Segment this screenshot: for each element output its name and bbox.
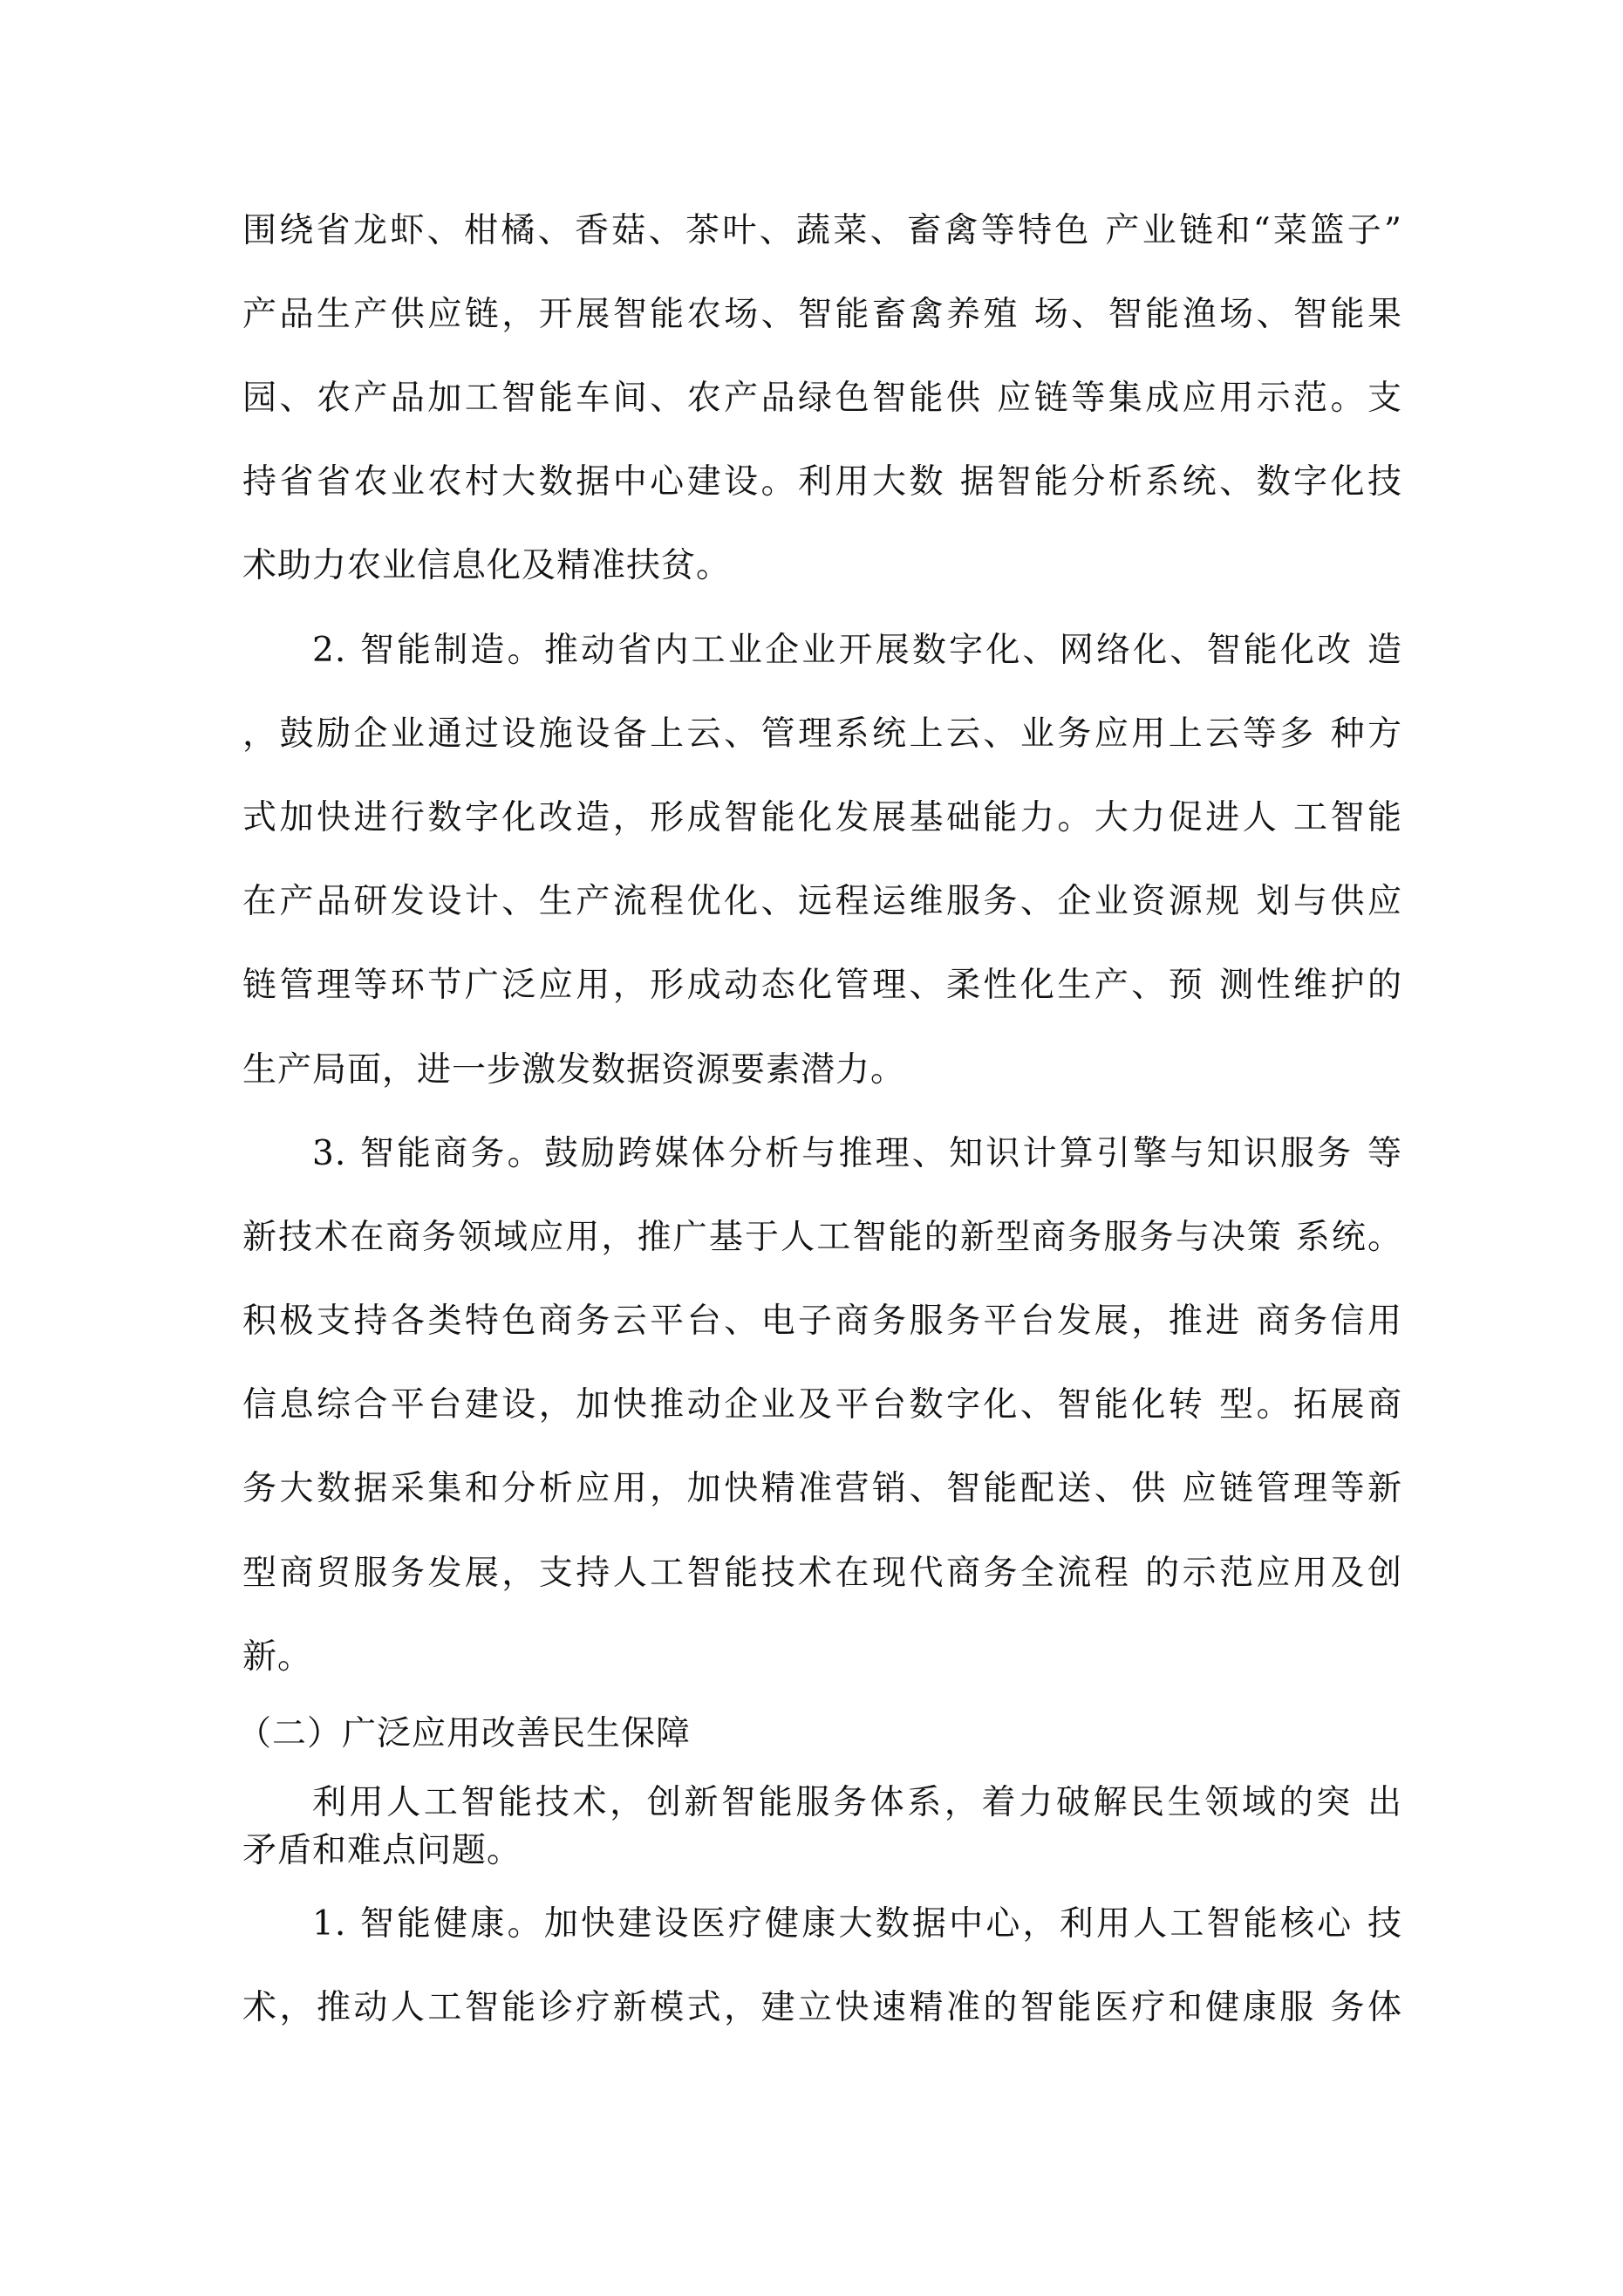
section-heading: （二）广泛应用改善民生保障: [237, 1714, 692, 1753]
text-line: 积极支持各类特色商务云平台、电子商务服务平台发展，推进 商务信用: [242, 1302, 1402, 1341]
paragraph-heading-line: 1. 智能健康。加快建设医疗健康大数据中心，利用人工智能核心 技: [312, 1904, 1402, 1944]
text-line: 链管理等环节广泛应用，形成动态化管理、柔性化生产、预 测性维护的: [242, 966, 1402, 1005]
paragraph-heading-line: 2. 智能制造。推动省内工业企业开展数字化、网络化、智能化改 造: [312, 631, 1402, 670]
text-line: 园、农产品加工智能车间、农产品绿色智能供 应链等集成应用示范。支: [242, 379, 1402, 418]
text-line: 持省省农业农村大数据中心建设。利用大数 据智能分析系统、数字化技: [242, 462, 1402, 502]
text-line: 围绕省龙虾、柑橘、香菇、茶叶、蔬菜、畜禽等特色 产业链和“菜篮子”: [242, 211, 1402, 250]
text-line: 产品生产供应链，开展智能农场、智能畜禽养殖 场、智能渔场、智能果: [242, 295, 1402, 334]
text-line: 术，推动人工智能诊疗新模式，建立快速精准的智能医疗和健康服 务体: [242, 1988, 1402, 2027]
text-line: 式加快进行数字化改造，形成智能化发展基础能力。大力促进人 工智能: [242, 798, 1402, 837]
text-line: 新。: [242, 1637, 313, 1677]
text-line: 生产局面，进一步激发数据资源要素潜力。: [242, 1050, 906, 1090]
text-line: 型商贸服务发展，支持人工智能技术在现代商务全流程 的示范应用及创: [242, 1554, 1402, 1593]
text-line: 务大数据采集和分析应用，加快精准营销、智能配送、供 应链管理等新: [242, 1469, 1402, 1508]
paragraph-heading-line: 3. 智能商务。鼓励跨媒体分析与推理、知识计算引擎与知识服务 等: [312, 1134, 1402, 1173]
text-line: 矛盾和难点问题。: [242, 1831, 522, 1870]
text-line: 术助力农业信息化及精准扶贫。: [242, 546, 732, 585]
text-line: 在产品研发设计、生产流程优化、远程运维服务、企业资源规 划与供应: [242, 882, 1402, 921]
text-line: ，鼓励企业通过设施设备上云、管理系统上云、业务应用上云等多 种方: [242, 714, 1402, 754]
text-line: 利用人工智能技术，创新智能服务体系，着力破解民生领域的突 出: [312, 1783, 1402, 1822]
text-line: 信息综合平台建设，加快推动企业及平台数字化、智能化转 型。拓展商: [242, 1385, 1402, 1425]
text-line: 新技术在商务领域应用，推广基于人工智能的新型商务服务与决策 系统。: [242, 1218, 1402, 1257]
